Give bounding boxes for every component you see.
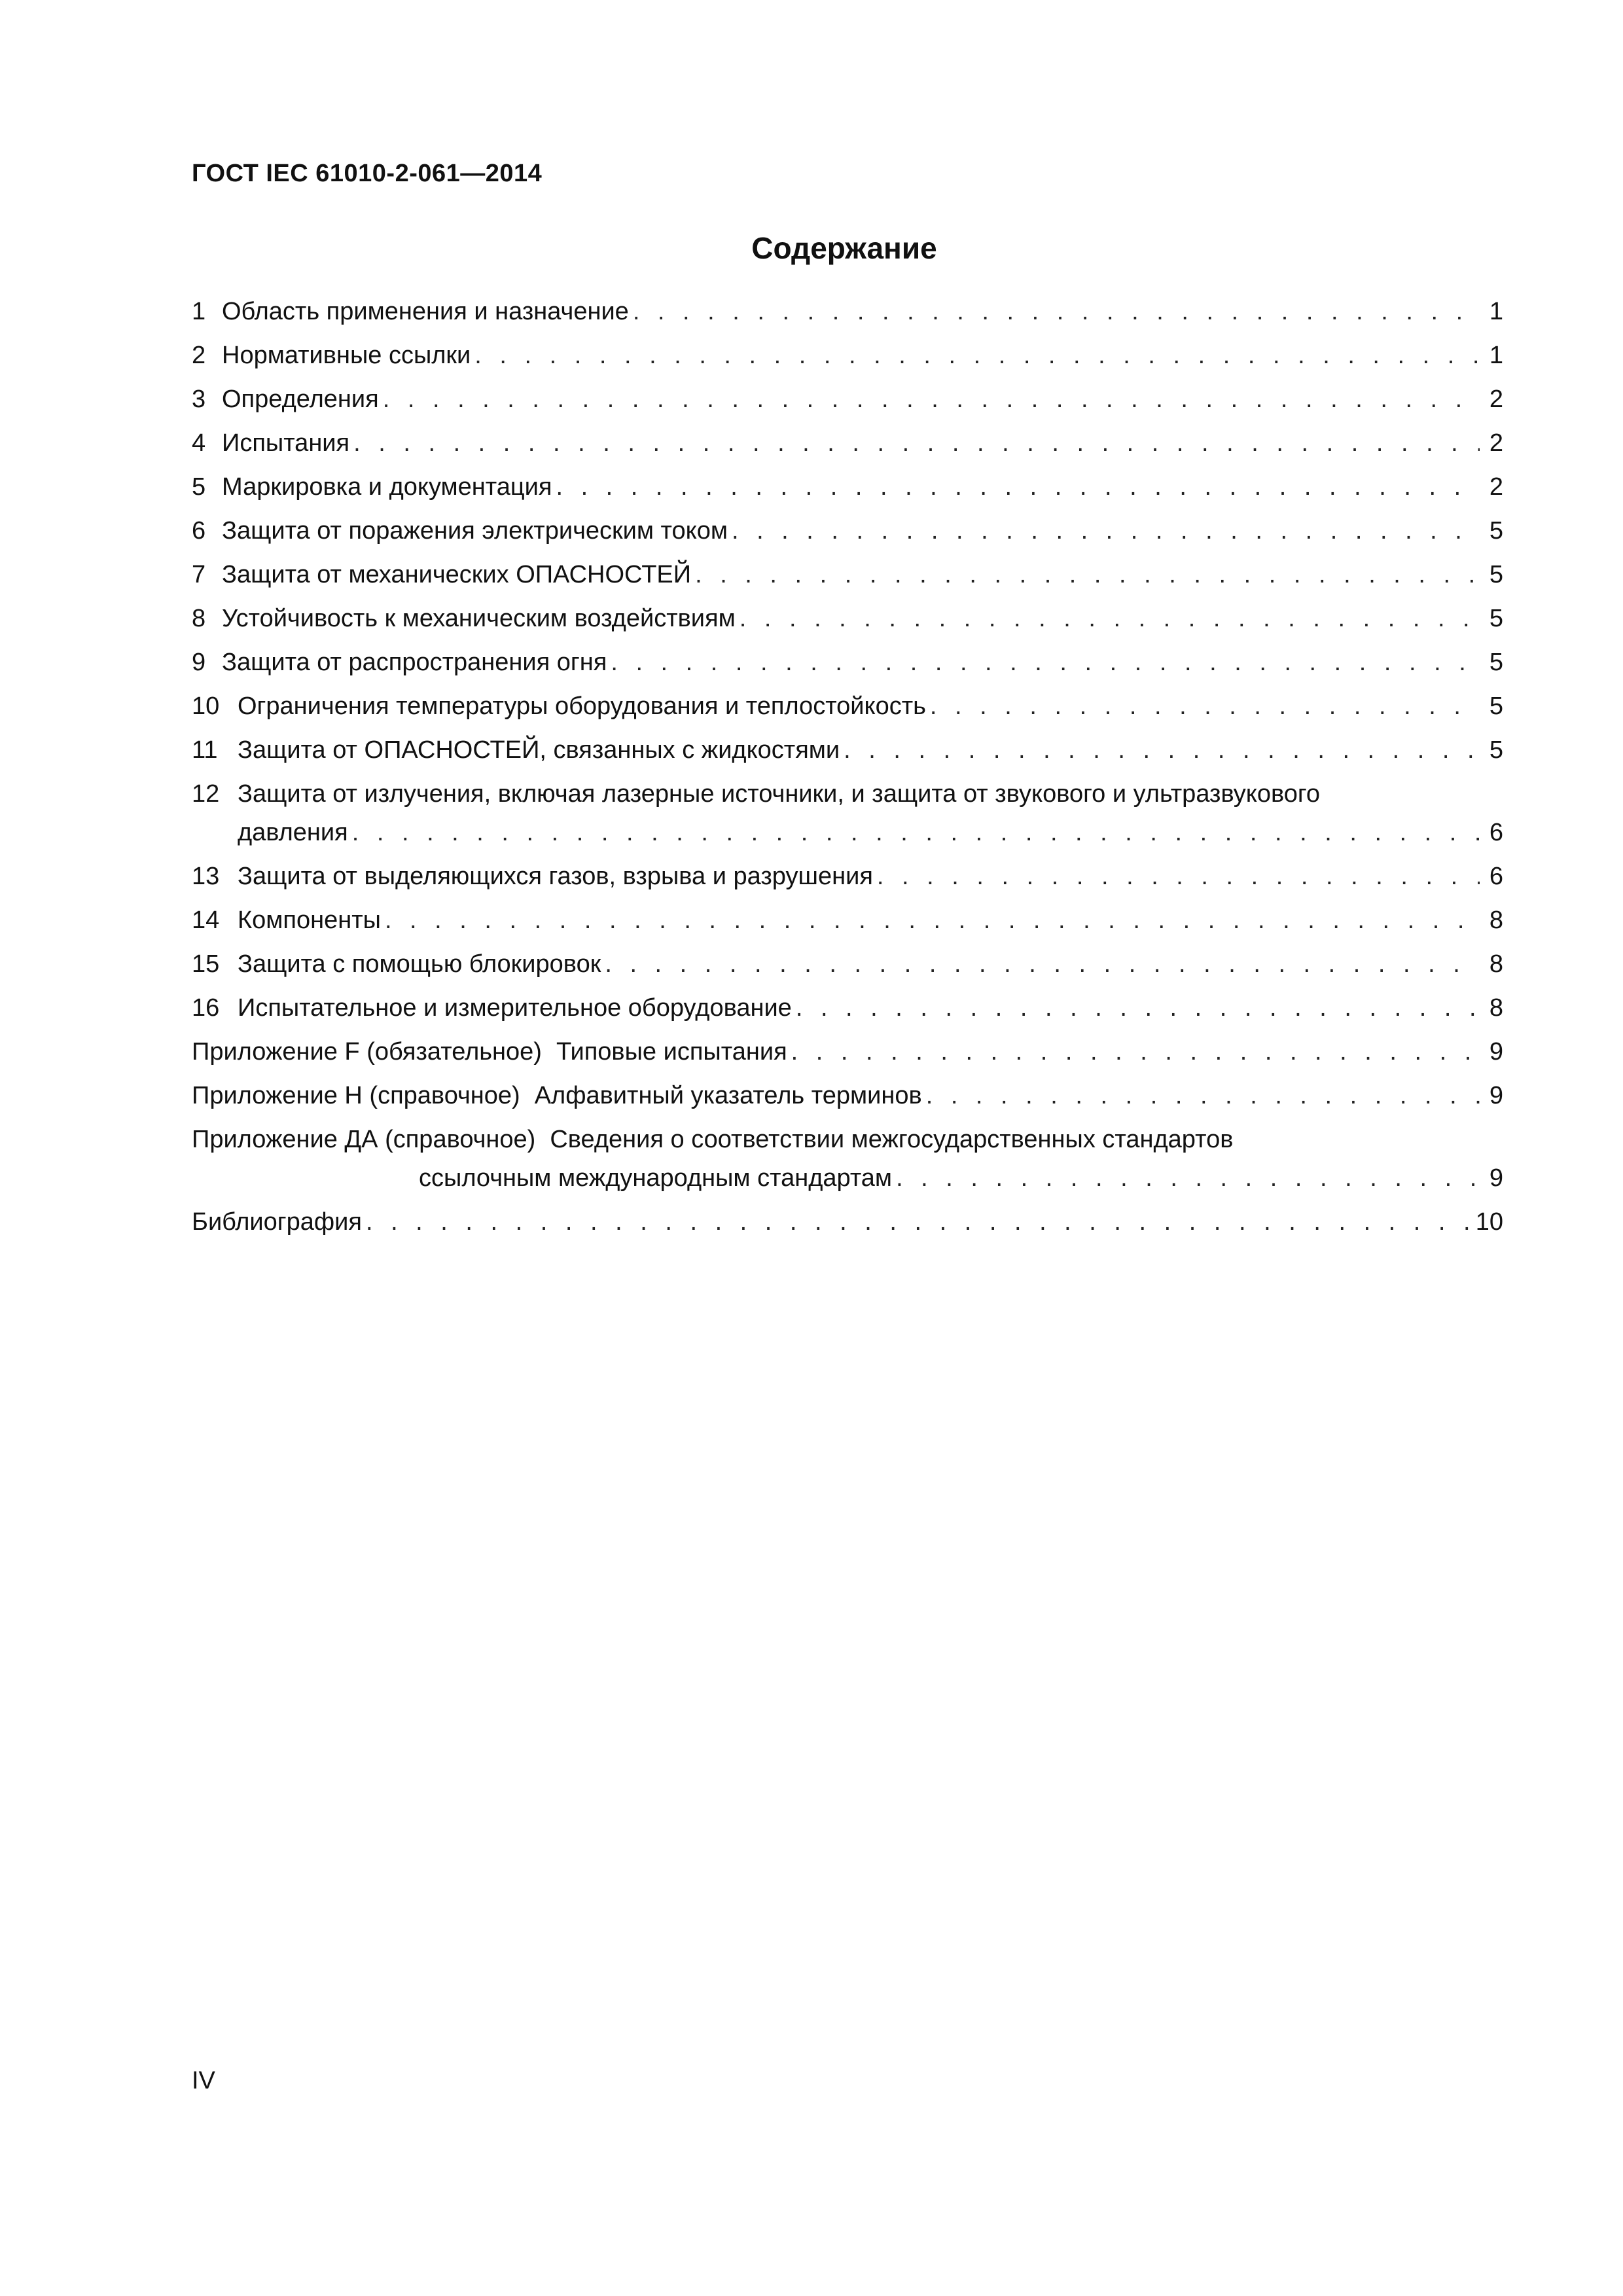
- document-header: ГОСТ IEC 61010-2-061—2014: [192, 160, 543, 187]
- toc-entry-title: Библиография: [192, 1208, 362, 1236]
- toc-entry-number: 2: [192, 342, 206, 369]
- toc-entry-page: 5: [1489, 517, 1503, 545]
- toc-entry-title: Устойчивость к механическим воздействиям: [222, 605, 736, 632]
- toc-entry-14[interactable]: [192, 902, 1503, 946]
- toc-entry-number: 4: [192, 429, 206, 457]
- dot-leader: [605, 946, 1480, 982]
- toc-entry-number: 3: [192, 386, 206, 413]
- toc-entry-page: 9: [1489, 1082, 1503, 1109]
- toc-entry-title: Защита с помощью блокировок: [238, 950, 601, 978]
- toc-entry-6[interactable]: [192, 512, 1503, 556]
- toc-annex-label: Приложение F (обязательное): [192, 1038, 542, 1066]
- dot-leader: [385, 902, 1480, 939]
- table-of-contents: [192, 293, 1503, 1247]
- toc-entry-title: Сведения о соответствии межгосударственных стандартов: [550, 1126, 1234, 1153]
- dot-leader: [352, 814, 1480, 851]
- toc-entry-page: 6: [1489, 863, 1503, 890]
- toc-entry-8[interactable]: [192, 600, 1503, 644]
- toc-entry-title: Алфавитный указатель терминов: [534, 1082, 922, 1109]
- toc-entry-number: 1: [192, 298, 206, 325]
- toc-entry-page: 5: [1489, 649, 1503, 676]
- toc-entry-title: Защита от выделяющихся газов, взрыва и разрушения: [238, 863, 873, 890]
- toc-entry-page: 5: [1489, 561, 1503, 588]
- toc-entry-title: Компоненты: [238, 906, 381, 934]
- toc-entry-9[interactable]: [192, 644, 1503, 688]
- dot-leader: [877, 858, 1480, 895]
- toc-entry-number: 9: [192, 649, 206, 676]
- toc-entry-title: Испытательное и измерительное оборудование: [238, 994, 792, 1022]
- toc-entry-16[interactable]: [192, 990, 1503, 1033]
- toc-entry-number: 10: [192, 692, 220, 720]
- toc-entry-page: 5: [1489, 692, 1503, 720]
- toc-entry-12[interactable]: [192, 776, 1503, 858]
- toc-annex-label: Приложение ДА (справочное): [192, 1126, 536, 1153]
- toc-entry-2[interactable]: [192, 337, 1503, 381]
- toc-entry-title-continued: ссылочным международным стандартам: [419, 1164, 893, 1192]
- toc-entry-page: 2: [1489, 473, 1503, 501]
- toc-entry-4[interactable]: [192, 425, 1503, 469]
- toc-entry-15[interactable]: [192, 946, 1503, 990]
- dot-leader: [740, 600, 1480, 637]
- toc-entry-title: Ограничения температуры оборудования и теплостойкость: [238, 692, 926, 720]
- dot-leader: [633, 293, 1480, 330]
- dot-leader: [695, 556, 1480, 593]
- toc-entry-title: Защита от ОПАСНОСТЕЙ, связанных с жидкостями: [238, 736, 840, 764]
- toc-entry-page: 10: [1475, 1208, 1503, 1236]
- dot-leader: [930, 688, 1480, 725]
- toc-entry-3[interactable]: [192, 381, 1503, 425]
- toc-entry-number: 6: [192, 517, 206, 545]
- dot-leader: [896, 1160, 1480, 1196]
- toc-entry-page: 6: [1489, 819, 1503, 846]
- dot-leader: [926, 1077, 1480, 1114]
- toc-entry-bibliography[interactable]: [192, 1204, 1503, 1247]
- dot-leader: [791, 1033, 1480, 1070]
- toc-entry-number: 16: [192, 994, 220, 1022]
- toc-entry-page: 5: [1489, 605, 1503, 632]
- toc-entry-title: Защита от распространения огня: [222, 649, 607, 676]
- toc-entry-number: 13: [192, 863, 220, 890]
- dot-leader: [844, 732, 1480, 768]
- toc-entry-number: 12: [192, 780, 220, 808]
- toc-entry-annex-f[interactable]: [192, 1033, 1503, 1077]
- dot-leader: [366, 1204, 1472, 1240]
- toc-entry-number: 14: [192, 906, 220, 934]
- toc-entry-number: 8: [192, 605, 206, 632]
- dot-leader: [611, 644, 1480, 681]
- toc-annex-label: Приложение H (справочное): [192, 1082, 520, 1109]
- dot-leader: [556, 469, 1480, 505]
- dot-leader: [353, 425, 1480, 461]
- toc-entry-page: 8: [1489, 994, 1503, 1022]
- toc-entry-5[interactable]: [192, 469, 1503, 512]
- toc-entry-title-continued: давления: [238, 819, 348, 846]
- toc-entry-page: 5: [1489, 736, 1503, 764]
- toc-entry-page: 9: [1489, 1038, 1503, 1066]
- toc-entry-title: Защита от поражения электрическим током: [222, 517, 728, 545]
- dot-leader: [796, 990, 1480, 1026]
- toc-entry-title: Область применения и назначение: [222, 298, 629, 325]
- toc-entry-13[interactable]: [192, 858, 1503, 902]
- toc-entry-title: Защита от механических ОПАСНОСТЕЙ: [222, 561, 692, 588]
- toc-entry-title: Типовые испытания: [556, 1038, 787, 1066]
- toc-entry-number: 15: [192, 950, 220, 978]
- toc-entry-annex-da[interactable]: [192, 1121, 1503, 1204]
- toc-entry-page: 2: [1489, 386, 1503, 413]
- toc-entry-title: Маркировка и документация: [222, 473, 552, 501]
- toc-entry-number: 5: [192, 473, 206, 501]
- page-title: Содержание: [751, 231, 937, 265]
- toc-entry-page: 8: [1489, 950, 1503, 978]
- toc-entry-title: Определения: [222, 386, 379, 413]
- toc-entry-11[interactable]: [192, 732, 1503, 776]
- toc-entry-annex-h[interactable]: [192, 1077, 1503, 1121]
- dot-leader: [474, 337, 1480, 374]
- toc-entry-page: 8: [1489, 906, 1503, 934]
- toc-entry-title: Нормативные ссылки: [222, 342, 471, 369]
- toc-entry-page: 1: [1489, 298, 1503, 325]
- toc-entry-title: Защита от излучения, включая лазерные источники, и защита от звукового и ультразвукового: [238, 780, 1321, 808]
- toc-entry-10[interactable]: [192, 688, 1503, 732]
- toc-entry-number: 7: [192, 561, 206, 588]
- toc-entry-page: 9: [1489, 1164, 1503, 1192]
- toc-entry-number: 11: [192, 736, 218, 764]
- toc-entry-7[interactable]: [192, 556, 1503, 600]
- toc-entry-page: 2: [1489, 429, 1503, 457]
- page-number: IV: [192, 2067, 215, 2094]
- toc-entry-title: Испытания: [222, 429, 350, 457]
- toc-entry-page: 1: [1489, 342, 1503, 369]
- dot-leader: [383, 381, 1480, 418]
- dot-leader: [732, 512, 1480, 549]
- toc-entry-1[interactable]: [192, 293, 1503, 337]
